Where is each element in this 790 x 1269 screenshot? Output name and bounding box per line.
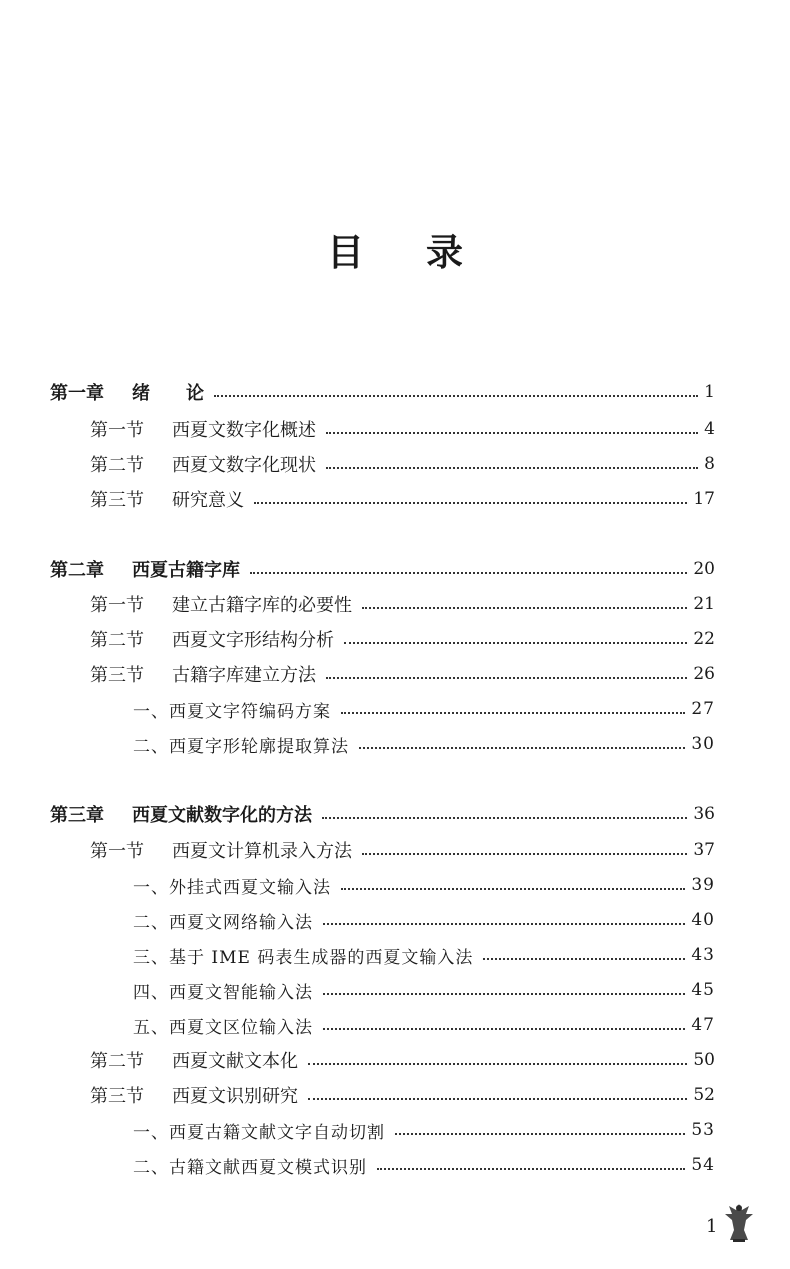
section-label: 第三节 (90, 1086, 144, 1107)
toc-subsection[interactable] (0, 940, 715, 970)
page-title: 目录 (327, 230, 525, 274)
dot-leader (341, 885, 685, 890)
page-number: 37 (693, 840, 715, 860)
toc-subsection[interactable] (0, 975, 715, 1005)
section-label: 第二节 (90, 1051, 144, 1072)
subsection-title: 二、西夏文网络输入法 (133, 912, 313, 933)
page-number: 53 (691, 1120, 715, 1140)
toc-section[interactable] (0, 484, 715, 514)
dot-leader (322, 814, 687, 819)
section-label: 第二节 (90, 630, 144, 651)
chapter-label: 第二章 (50, 560, 104, 581)
section-title: 古籍字库建立方法 (172, 665, 316, 686)
section-title: 西夏文识别研究 (172, 1086, 298, 1107)
page-number: 17 (693, 489, 715, 509)
section-title: 西夏文献文本化 (172, 1051, 298, 1072)
toc-subsection[interactable] (0, 870, 715, 900)
subsection-title: 四、西夏文智能输入法 (133, 982, 313, 1003)
toc-section[interactable] (0, 1045, 715, 1075)
section-title: 西夏文计算机录入方法 (172, 841, 352, 862)
page-number: 1 (704, 382, 715, 402)
chapter-title: 西夏文献数字化的方法 (132, 805, 312, 826)
dot-leader (326, 464, 698, 469)
toc-subsection[interactable] (0, 1010, 715, 1040)
dot-leader (359, 744, 685, 749)
dot-leader (323, 920, 685, 925)
toc-chapter[interactable] (0, 554, 715, 584)
winged-figure-icon (722, 1200, 756, 1248)
toc-subsection[interactable] (0, 1115, 715, 1145)
section-title: 西夏文数字化概述 (172, 420, 316, 441)
dot-leader (326, 674, 687, 679)
subsection-title: 一、外挂式西夏文输入法 (133, 877, 331, 898)
section-label: 第一节 (90, 420, 144, 441)
page-number: 43 (691, 945, 715, 965)
toc-section[interactable] (0, 1080, 715, 1110)
toc-section[interactable] (0, 835, 715, 865)
section-title: 西夏文字形结构分析 (172, 630, 334, 651)
dot-leader (214, 392, 698, 397)
subsection-title: 二、西夏字形轮廓提取算法 (133, 736, 349, 757)
dot-leader (254, 499, 687, 504)
toc-section[interactable] (0, 449, 715, 479)
toc-subsection[interactable] (0, 905, 715, 935)
chapter-title: 西夏古籍字库 (132, 560, 240, 581)
section-label: 第二节 (90, 455, 144, 476)
dot-leader (362, 604, 687, 609)
chapter-label: 第一章 (50, 383, 104, 404)
page-number: 47 (691, 1015, 715, 1035)
page-folio: 1 (706, 1216, 718, 1237)
section-title: 建立古籍字库的必要性 (172, 595, 352, 616)
dot-leader (344, 639, 687, 644)
toc-section[interactable] (0, 624, 715, 654)
dot-leader (308, 1060, 687, 1065)
page-number: 27 (691, 699, 715, 719)
subsection-title: 三、基于 IME 码表生成器的西夏文输入法 (133, 947, 474, 968)
toc-subsection[interactable] (0, 694, 715, 724)
page-number: 8 (704, 454, 715, 474)
page-number: 39 (691, 875, 715, 895)
toc-section[interactable] (0, 589, 715, 619)
page-number: 54 (691, 1155, 715, 1175)
chapter-label: 第三章 (50, 805, 104, 826)
subsection-title: 一、西夏古籍文献文字自动切割 (133, 1122, 385, 1143)
section-label: 第三节 (90, 665, 144, 686)
page-number: 26 (693, 664, 715, 684)
section-label: 第一节 (90, 595, 144, 616)
section-label: 第一节 (90, 841, 144, 862)
dot-leader (362, 850, 687, 855)
page-number: 40 (691, 910, 715, 930)
section-title: 西夏文数字化现状 (172, 455, 316, 476)
dot-leader (377, 1165, 685, 1170)
page-number: 36 (693, 804, 715, 824)
subsection-title: 二、古籍文献西夏文模式识别 (133, 1157, 367, 1178)
section-title: 研究意义 (172, 490, 244, 511)
page-number: 52 (693, 1085, 715, 1105)
dot-leader (323, 990, 685, 995)
page-number: 20 (693, 559, 715, 579)
page-number: 30 (691, 734, 715, 754)
toc-chapter[interactable] (0, 377, 715, 407)
toc-subsection[interactable] (0, 729, 715, 759)
page-number: 22 (693, 629, 715, 649)
subsection-title: 五、西夏文区位输入法 (133, 1017, 313, 1038)
page-number: 21 (693, 594, 715, 614)
dot-leader (323, 1025, 685, 1030)
dot-leader (341, 709, 685, 714)
toc-subsection[interactable] (0, 1150, 715, 1180)
page-number: 4 (704, 419, 715, 439)
dot-leader (308, 1095, 687, 1100)
page-number: 45 (691, 980, 715, 1000)
dot-leader (483, 955, 685, 960)
toc-section[interactable] (0, 659, 715, 689)
page-number: 50 (693, 1050, 715, 1070)
toc-section[interactable] (0, 414, 715, 444)
chapter-title: 绪 论 (132, 383, 204, 404)
toc-chapter[interactable] (0, 799, 715, 829)
dot-leader (326, 429, 698, 434)
dot-leader (395, 1130, 685, 1135)
dot-leader (250, 569, 687, 574)
subsection-title: 一、西夏文字符编码方案 (133, 701, 331, 722)
section-label: 第三节 (90, 490, 144, 511)
